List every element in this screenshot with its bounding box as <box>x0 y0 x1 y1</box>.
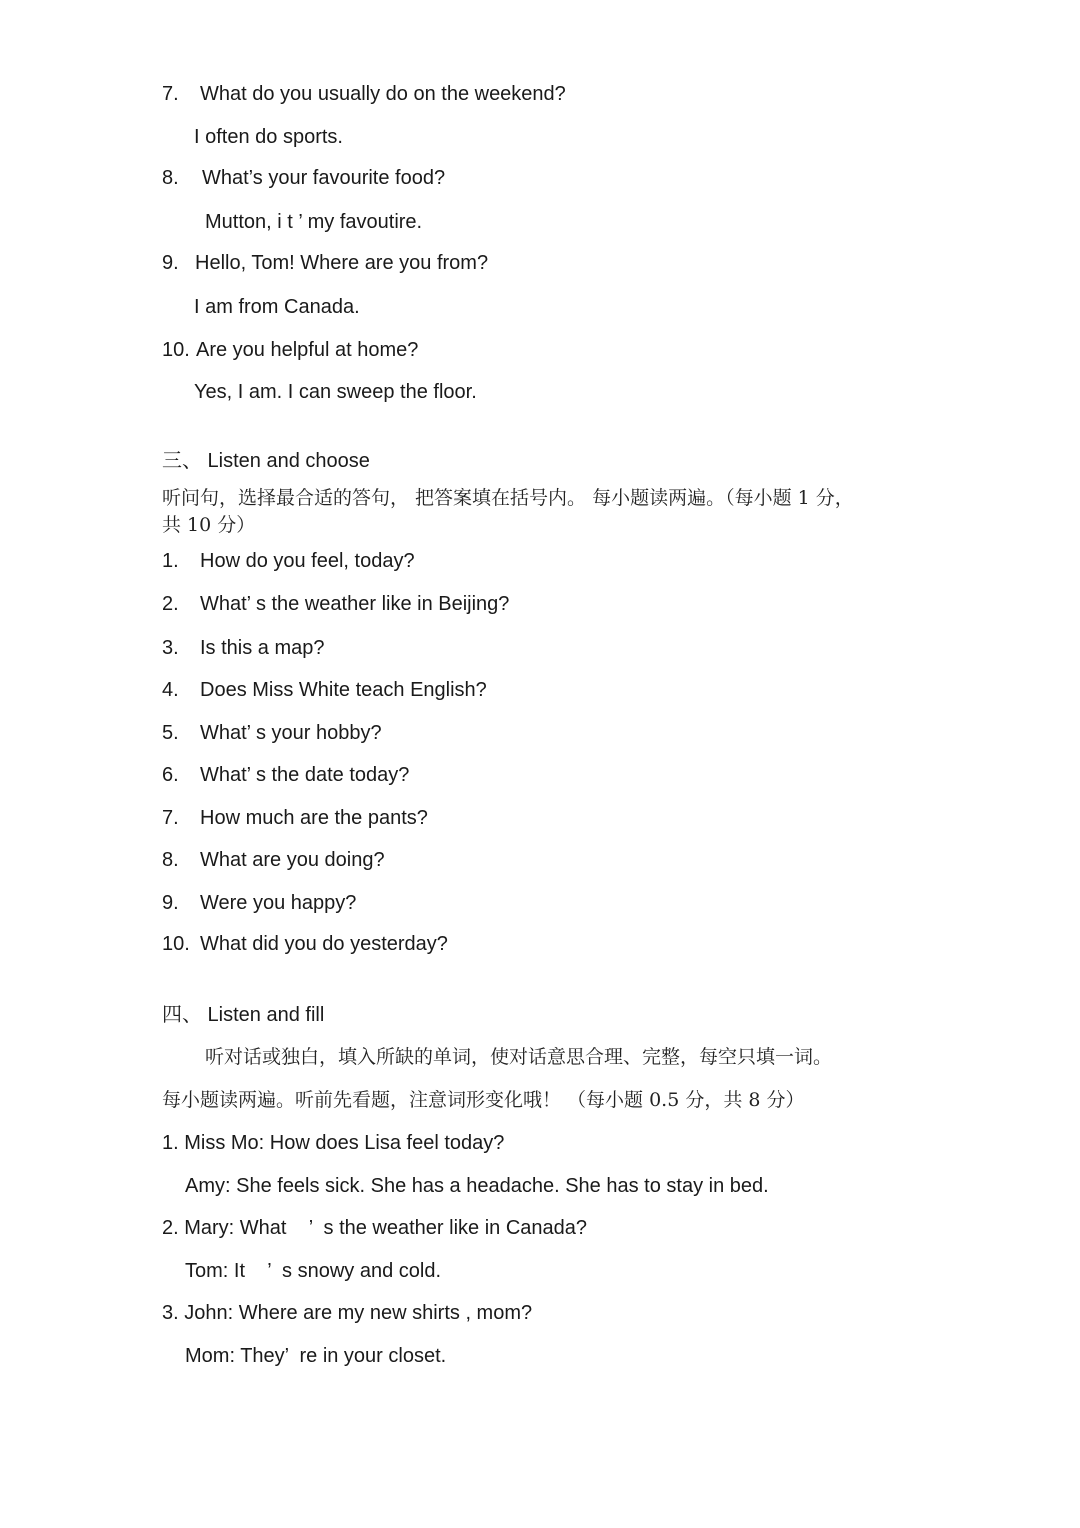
part3-item-2 <box>162 592 509 616</box>
question-text: Were you happy? <box>200 892 357 914</box>
part3-item-5 <box>162 721 382 745</box>
prev-item-8-answer: Mutton, i t ’ my favoutire. <box>205 211 423 233</box>
part4-item-2-answer: Tom: It ’ s snowy and cold. <box>185 1260 442 1282</box>
part4-item-1-question: 1. Miss Mo: How does Lisa feel today? <box>162 1132 505 1154</box>
item-number: 4. <box>162 679 179 701</box>
part4-instruction-line2: 每小题读两遍。听前先看题，注意词形变化哦！ （每小题 0.5 分，共 8 分） <box>162 1089 805 1111</box>
item-number: 3. <box>162 637 179 659</box>
part4-item-3-question: 3. John: Where are my new shirts , mom? <box>162 1302 533 1324</box>
item-number: 7. <box>162 83 179 105</box>
question-text: How much are the pants? <box>200 807 428 829</box>
question-text: Hello, Tom! Where are you from? <box>195 252 489 274</box>
prev-item-10-answer: Yes, I am. I can sweep the floor. <box>194 381 477 403</box>
question-text: What’ s the date today? <box>200 764 410 786</box>
question-text: What’ s the weather like in Beijing? <box>200 593 510 615</box>
item-number: 10. <box>162 933 190 955</box>
part3-item-7 <box>162 806 428 830</box>
question-text: What’ s your hobby? <box>200 722 382 744</box>
item-number: 8. <box>162 167 179 189</box>
part4-instruction-line1: 听对话或独白，填入所缺的单词，使对话意思合理、完整，每空只填一词。 <box>205 1046 833 1068</box>
part4-item-2-question: 2. Mary: What ’ s the weather like in Canada? <box>162 1217 588 1239</box>
part3-item-10 <box>162 932 448 956</box>
prev-item-10-question <box>162 338 418 362</box>
question-text: What’s your favourite food? <box>202 167 446 189</box>
question-text: What are you doing? <box>200 849 385 871</box>
item-number: 1. <box>162 550 179 572</box>
question-text: Does Miss White teach English? <box>200 679 487 701</box>
question-text: Is this a map? <box>200 637 325 659</box>
part3-item-3 <box>162 636 325 660</box>
part4-heading: 四、 Listen and fill <box>162 1004 325 1026</box>
part3-heading: 三、 Listen and choose <box>162 450 370 472</box>
item-number: 9. <box>162 252 179 274</box>
item-number: 9. <box>162 892 179 914</box>
item-number: 2. <box>162 593 179 615</box>
part4-item-1-answer: Amy: She feels sick. She has a headache. She has to stay in bed. <box>185 1175 769 1197</box>
item-number: 6. <box>162 764 179 786</box>
question-text: What did you do yesterday? <box>200 933 448 955</box>
prev-item-7-question <box>162 82 566 106</box>
item-number: 10. <box>162 339 190 361</box>
item-number: 7. <box>162 807 179 829</box>
prev-item-7-answer: I often do sports. <box>194 126 343 148</box>
question-text: Are you helpful at home? <box>196 339 419 361</box>
part3-item-1 <box>162 549 415 573</box>
item-number: 5. <box>162 722 179 744</box>
part3-item-4 <box>162 678 487 702</box>
part3-item-9 <box>162 891 356 915</box>
prev-item-9-question <box>162 251 488 275</box>
question-text: What do you usually do on the weekend? <box>200 83 566 105</box>
item-number: 8. <box>162 849 179 871</box>
part3-item-8 <box>162 848 385 872</box>
prev-item-8-question <box>162 166 445 190</box>
part4-item-3-answer: Mom: They’ re in your closet. <box>185 1345 447 1367</box>
part3-instruction-line2: 共 10 分） <box>162 514 256 536</box>
prev-item-9-answer: I am from Canada. <box>194 296 360 318</box>
question-text: How do you feel, today? <box>200 550 415 572</box>
part3-item-6 <box>162 763 409 787</box>
part3-instruction-line1: 听问句，选择最合适的答句， 把答案填在括号内。 每小题读两遍。（每小题 1 分， <box>162 487 854 509</box>
